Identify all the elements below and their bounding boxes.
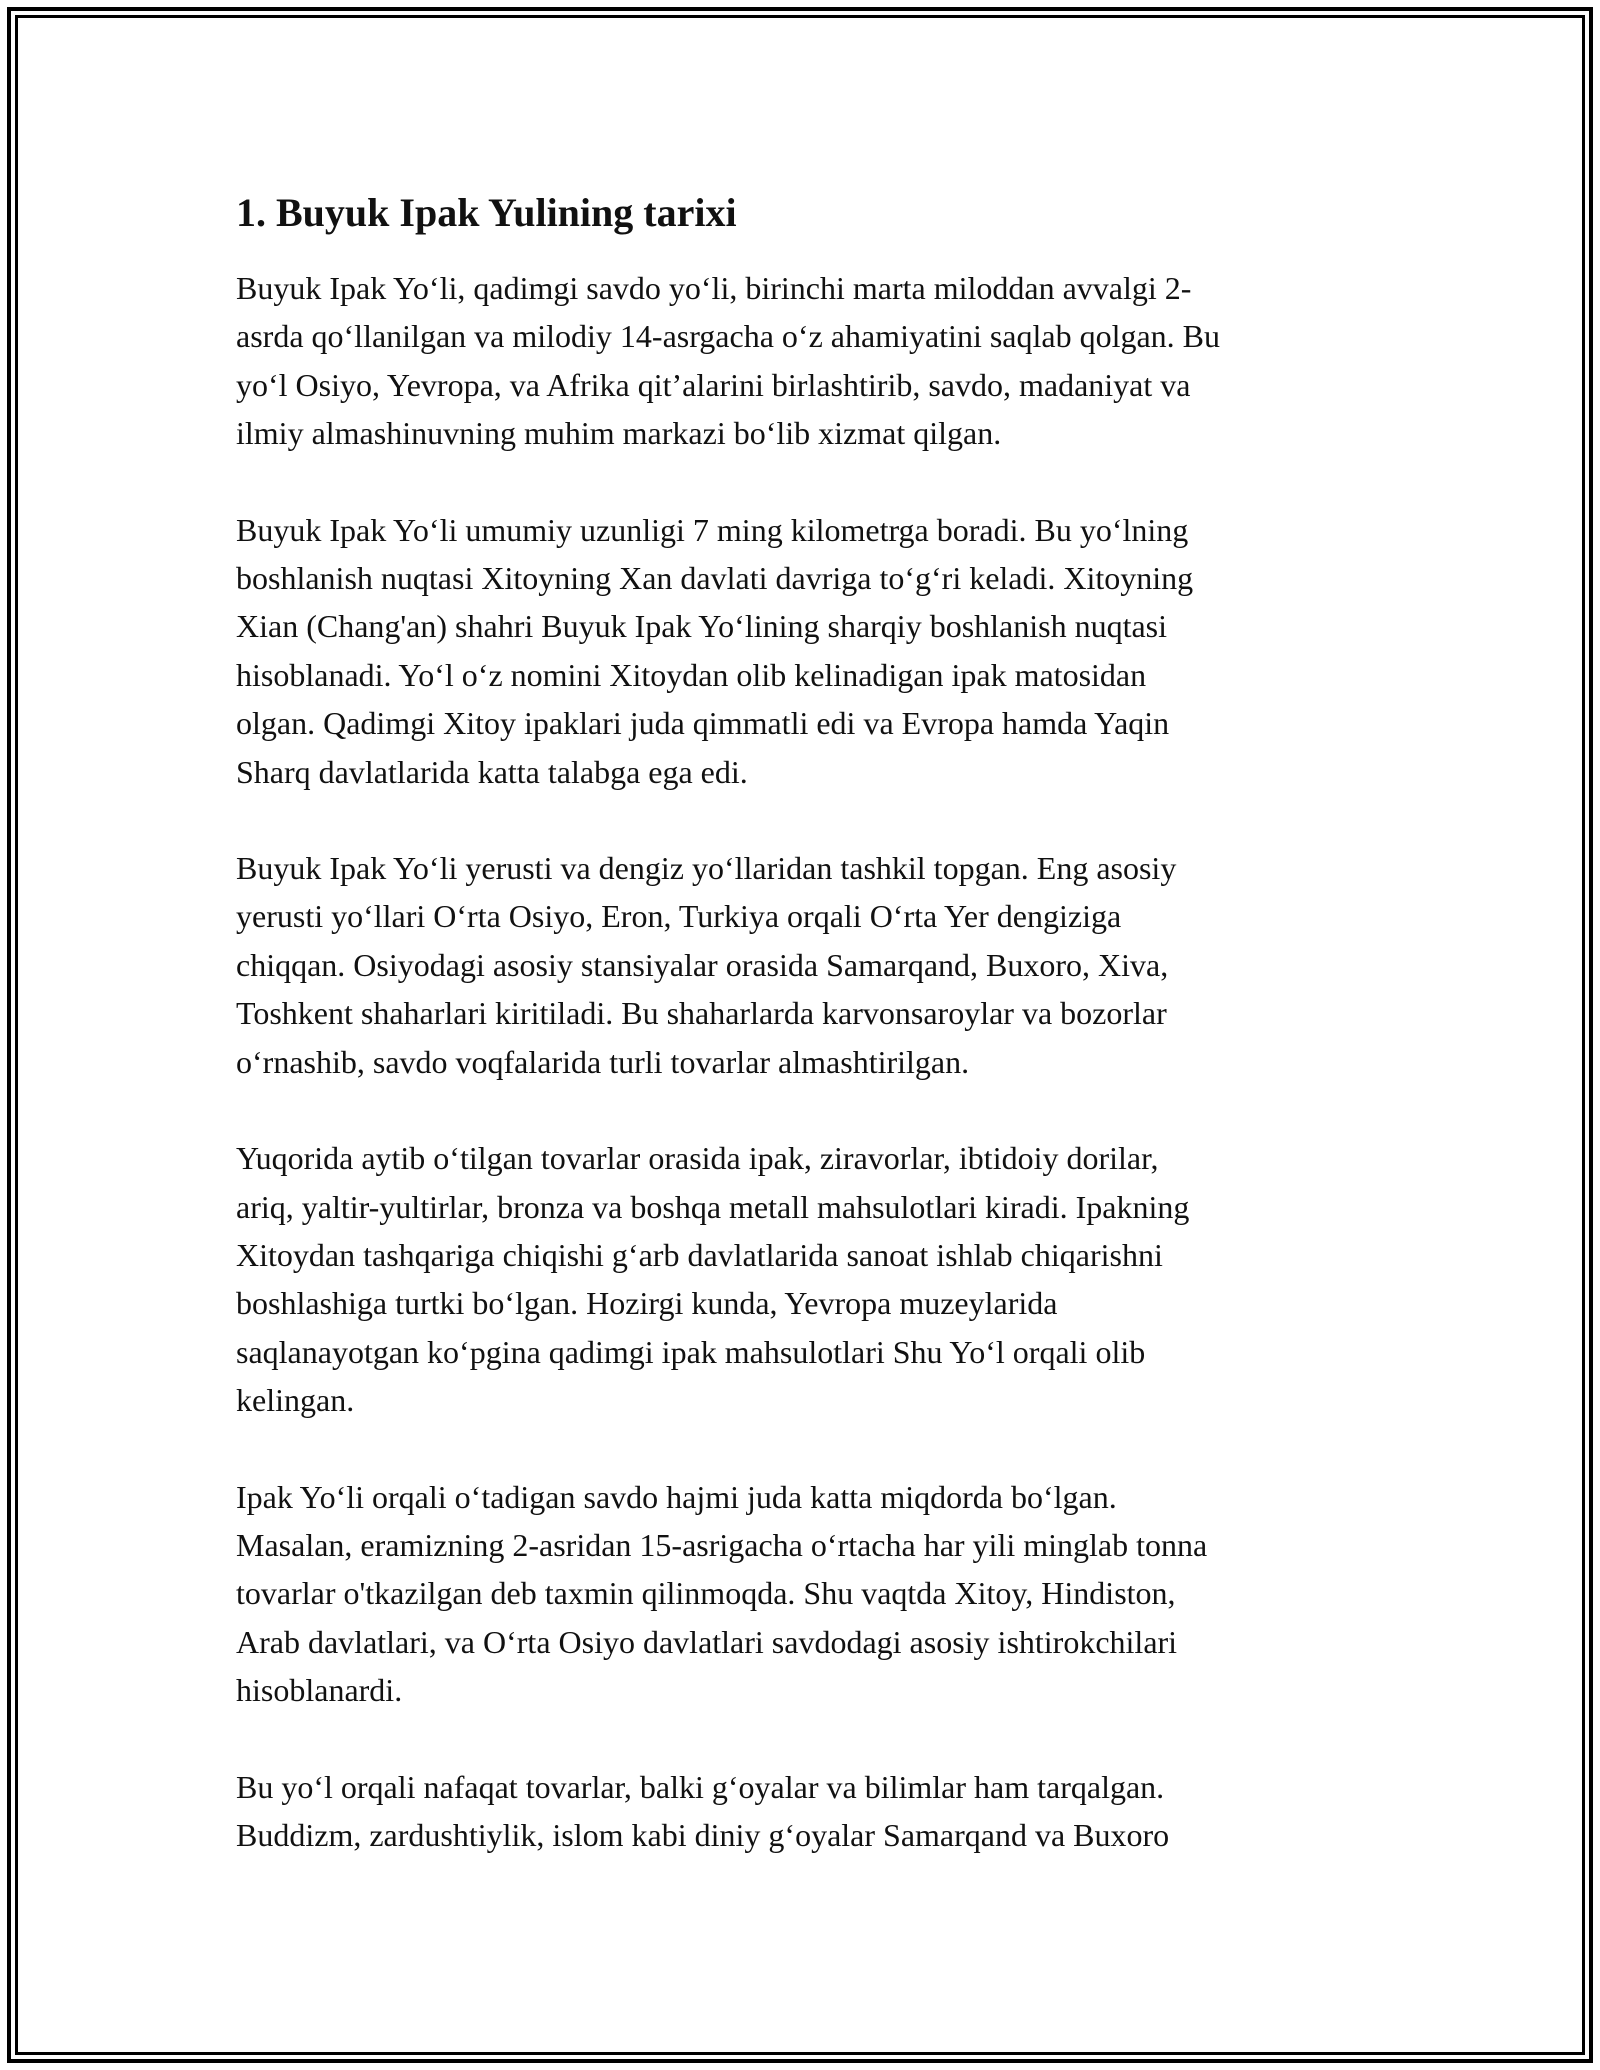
paragraph-6 — [236, 1763, 1386, 1860]
text-line: yerusti yo‘llari O‘rta Osiyo, Eron, Turkiya orqali O‘rta Yer dengiziga — [236, 898, 1122, 935]
text-line: ariq, yaltir-yultirlar, bronza va boshqa metall mahsulotlari kiradi. Ipakning — [236, 1188, 1190, 1225]
text-line: kelingan. — [236, 1382, 355, 1419]
text-line: Ipak Yo‘li orqali o‘tadigan savdo hajmi juda katta miqdorda bo‘lgan. — [236, 1478, 1117, 1515]
text-line: Sharq davlatlarida katta talabga ega edi. — [236, 753, 748, 790]
text-line: Xian (Chang'an) shahri Buyuk Ipak Yo‘lining sharqiy boshlanish nuqtasi — [236, 608, 1168, 645]
paragraph-3 — [236, 844, 1386, 1086]
text-line: hisoblanardi. — [236, 1672, 403, 1709]
text-line: Toshkent shaharlari kiritiladi. Bu shaharlarda karvonsaroylar va bozorlar — [236, 995, 1167, 1032]
text-line: Masalan, eramizning 2-asridan 15-asrigacha o‘rtacha har yili minglab tonna — [236, 1526, 1208, 1563]
text-line: boshlashiga turtki bo‘lgan. Hozirgi kunda, Yevropa muzeylarida — [236, 1285, 1058, 1322]
paragraph-1 — [236, 264, 1386, 458]
text-line: yo‘l Osiyo, Yevropa, va Afrika qit’alarini birlashtirib, savdo, madaniyat va — [236, 366, 1191, 403]
text-line: chiqqan. Osiyodagi asosiy stansiyalar orasida Samarqand, Buxoro, Xiva, — [236, 946, 1169, 983]
text-line: Buyuk Ipak Yo‘li umumiy uzunligi 7 ming kilometrga boradi. Bu yo‘lning — [236, 511, 1189, 548]
text-line: saqlanayotgan ko‘pgina qadimgi ipak mahsulotlari Shu Yo‘l orqali olib — [236, 1333, 1146, 1370]
paragraph-2 — [236, 506, 1386, 796]
text-line: Arab davlatlari, va O‘rta Osiyo davlatlari savdodagi asosiy ishtirokchilari — [236, 1623, 1178, 1660]
text-line: hisoblanadi. Yo‘l o‘z nomini Xitoydan olib kelinadigan ipak matosidan — [236, 656, 1147, 693]
text-line: boshlanish nuqtasi Xitoyning Xan davlati davriga to‘g‘ri keladi. Xitoyning — [236, 560, 1194, 597]
document-body — [236, 188, 1386, 1907]
section-heading: 1. Buyuk Ipak Yulining tarixi — [236, 190, 737, 235]
text-line: Buyuk Ipak Yo‘li, qadimgi savdo yo‘li, birinchi marta miloddan avvalgi 2- — [236, 270, 1192, 306]
text-line: Yuqorida aytib o‘tilgan tovarlar orasida ipak, ziravorlar, ibtidoiy dorilar, — [236, 1140, 1159, 1177]
text-line: Xitoydan tashqariga chiqishi g‘arb davlatlarida sanoat ishlab chiqarishni — [236, 1236, 1163, 1273]
text-line: Buyuk Ipak Yo‘li yerusti va dengiz yo‘llaridan tashkil topgan. Eng asosiy — [236, 850, 1177, 887]
text-line: o‘rnashib, savdo voqfalarida turli tovarlar almashtirilgan. — [236, 1043, 970, 1080]
text-line: asrda qo‘llanilgan va milodiy 14-asrgacha o‘z ahamiyatini saqlab qolgan. Bu — [236, 318, 1221, 355]
paragraph-4 — [236, 1134, 1386, 1424]
text-line: tovarlar o'tkazilgan deb taxmin qilinmoqda. Shu vaqtda Xitoy, Hindiston, — [236, 1575, 1176, 1612]
text-line: olgan. Qadimgi Xitoy ipaklari juda qimmatli edi va Evropa hamda Yaqin — [236, 705, 1170, 742]
text-line: Bu yo‘l orqali nafaqat tovarlar, balki g‘oyalar va bilimlar ham tarqalgan. — [236, 1768, 1165, 1805]
paragraph-5 — [236, 1473, 1386, 1715]
text-line: ilmiy almashinuvning muhim markazi bo‘lib xizmat qilgan. — [236, 415, 1002, 452]
text-line: Buddizm, zardushtiylik, islom kabi diniy g‘oyalar Samarqand va Buxoro — [236, 1816, 1170, 1853]
